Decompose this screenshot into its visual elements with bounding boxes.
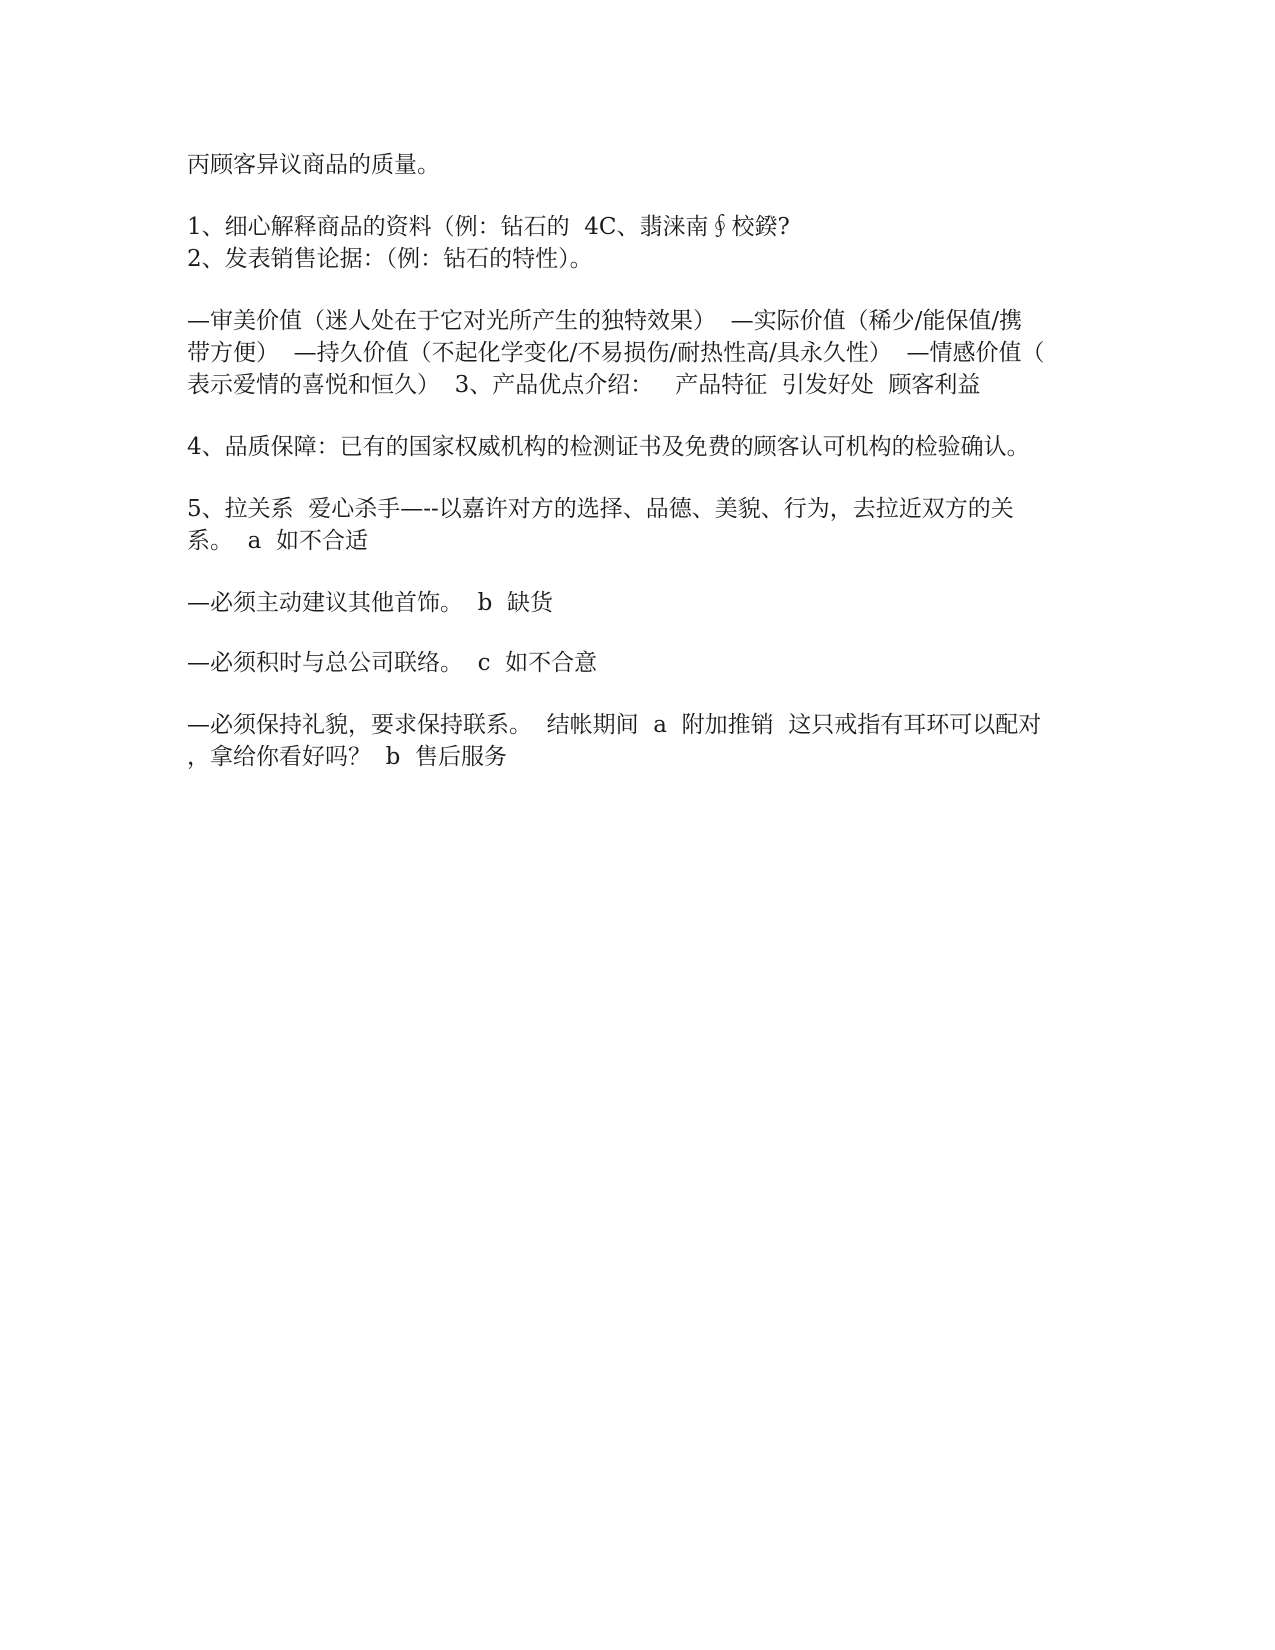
paragraph-line-item-1: 1、细心解释商品的资料（例：钻石的 4C、翡涞南∮校鍨? — [187, 214, 790, 240]
paragraph-line-after-sales: ，拿给你看好吗？ b 售后服务 — [187, 744, 507, 770]
paragraph-line-item-2: 2、发表销售论据：（例：钻石的特性）。 — [187, 246, 593, 272]
paragraph-line-values-2: 带方便） —持久价值（不起化学变化/不易损伤/耐热性高/具永久性） —情感价值（ — [187, 340, 1045, 366]
paragraph-line-item-5-cont: 系。 a 如不合适 — [187, 528, 368, 554]
paragraph-line-contact-hq: —必须积时与总公司联络。 c 如不合意 — [187, 650, 598, 676]
paragraph-line-values-3: 表示爱情的喜悦和恒久） 3、产品优点介绍： 产品特征 引发好处 顾客利益 — [187, 372, 981, 398]
paragraph-line-values-1: —审美价值（迷人处在于它对光所产生的独特效果） —实际价值（稀少/能保值/携 — [187, 308, 1023, 334]
paragraph-line-courtesy: —必须保持礼貌，要求保持联系。 结帐期间 a 附加推销 这只戒指有耳环可以配对 — [187, 712, 1042, 738]
paragraph-heading-line: 丙顾客异议商品的质量。 — [187, 152, 440, 178]
paragraph-line-item-4: 4、品质保障：已有的国家权威机构的检测证书及免费的顾客认可机构的检验确认。 — [187, 434, 1030, 460]
paragraph-line-item-5: 5、拉关系 爱心杀手—--以嘉许对方的选择、品德、美貌、行为，去拉近双方的关 — [187, 496, 1014, 522]
paragraph-line-suggest: —必须主动建议其他首饰。 b 缺货 — [187, 590, 553, 616]
